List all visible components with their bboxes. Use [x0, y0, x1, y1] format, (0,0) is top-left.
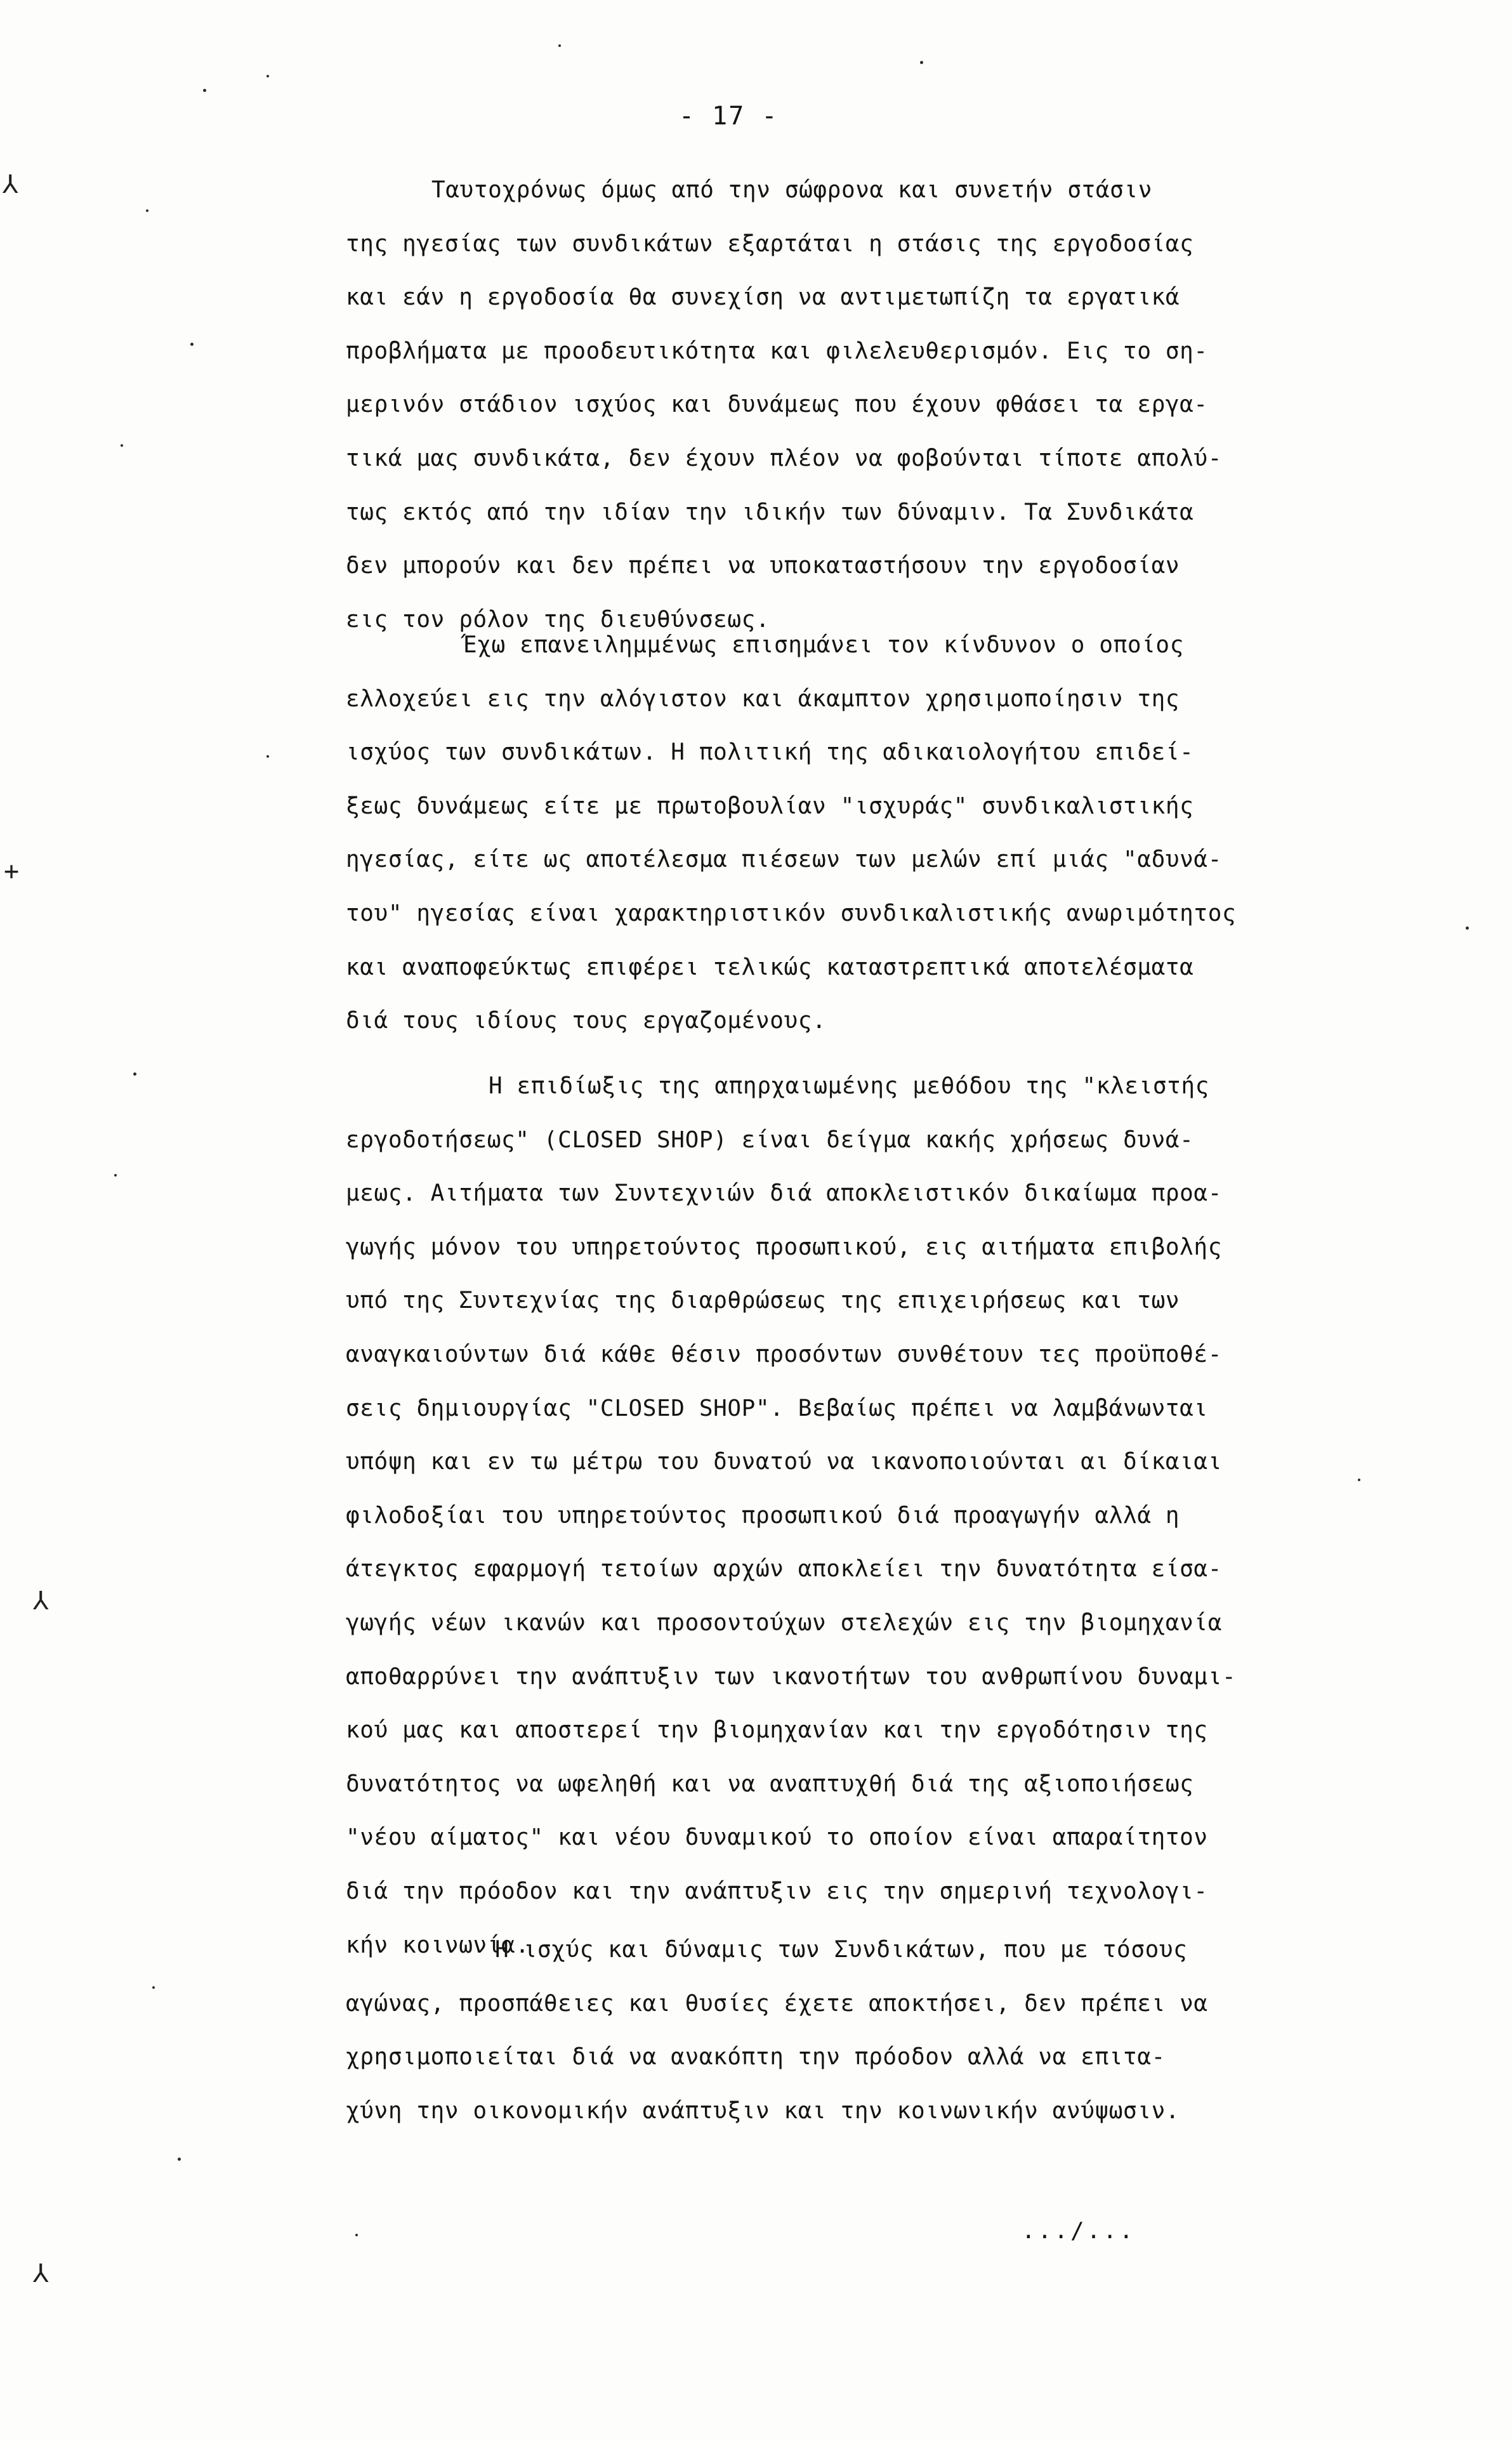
text-line: κού μας και αποστερεί την βιομηχανίαν και την εργοδότησιν της [346, 1717, 1208, 1744]
scan-speck [190, 343, 194, 346]
text-line: εις τον ρόλον της διευθύνσεως. [346, 606, 770, 633]
text-line: υπό της Συντεχνίας της διαρθρώσεως της επιχειρήσεως και των [346, 1288, 1180, 1314]
continuation-mark: .../... [1022, 2218, 1136, 2244]
page-number: - 17 - [679, 102, 779, 131]
text-line: ηγεσίας, είτε ως αποτέλεσμα πιέσεων των μελών επί μιάς "αδυνά- [346, 847, 1222, 873]
text-line: μερινόν στάδιον ισχύος και δυνάμεως που έχουν φθάσει τα εργα- [346, 392, 1208, 418]
paragraph-3 [346, 1060, 1424, 1972]
text-line: φιλοδοξίαι του υπηρετούντος προσωπικού διά προαγωγήν αλλά η [346, 1502, 1180, 1529]
text-line: ισχύος των συνδικάτων. Η πολιτική της αδικαιολογήτου επιδεί- [346, 739, 1194, 766]
text-line: αναγκαιούντων διά κάθε θέσιν προσόντων συνθέτουν τες προϋποθέ- [346, 1341, 1222, 1368]
text-line: αποθαρρύνει την ανάπτυξιν των ικανοτήτων του ανθρωπίνου δυναμι- [346, 1663, 1237, 1690]
text-line: διά την πρόοδον και την ανάπτυξιν εις την σημερινή τεχνολογι- [346, 1878, 1208, 1904]
text-line: Ταυτοχρόνως όμως από την σώφρονα και συνετήν στάσιν [431, 177, 1152, 203]
margin-mark-icon: ⅄ [3, 170, 18, 199]
scan-speck [1358, 1479, 1360, 1481]
scan-speck [133, 1072, 136, 1076]
text-line: του" ηγεσίας είναι χαρακτηριστικόν συνδικαλιστικής ανωριμότητος [346, 900, 1237, 927]
text-line: τως εκτός από την ιδίαν την ιδικήν των δύναμιν. Τα Συνδικάτα [346, 499, 1194, 525]
paragraph-4 [346, 1923, 1424, 2138]
text-line: κήν κοινωνία. [346, 1932, 530, 1958]
paragraph-1 [346, 164, 1424, 647]
text-line: της ηγεσίας των συνδικάτων εξαρτάται η στάσις της εργοδοσίας [346, 230, 1194, 257]
text-line: μεως. Αιτήματα των Συντεχνιών διά αποκλειστικόν δικαίωμα προα- [346, 1180, 1222, 1207]
scan-speck [178, 2158, 181, 2161]
scan-speck [558, 44, 561, 47]
scan-speck [203, 89, 206, 92]
margin-mark-icon: ⅄ [33, 2259, 49, 2288]
text-line: χύνη την οικονομικήν ανάπτυξιν και την κοινωνικήν ανύψωσιν. [346, 2097, 1180, 2124]
scan-speck [266, 755, 269, 758]
text-line: Έχω επανειλημμένως επισημάνει τον κίνδυνον ο οποίος [463, 632, 1184, 658]
text-line: και εάν η εργοδοσία θα συνεχίση να αντιμετωπίζη τα εργατικά [346, 284, 1180, 311]
text-line: ξεως δυνάμεως είτε με πρωτοβουλίαν "ισχυράς" συνδικαλιστικής [346, 793, 1194, 819]
margin-mark-icon: ⅄ [33, 1586, 49, 1616]
text-line: προβλήματα με προοδευτικότητα και φιλελευθερισμόν. Εις το ση- [346, 338, 1208, 364]
text-line: διά τους ιδίους τους εργαζομένους. [346, 1008, 827, 1034]
margin-mark-icon: + [4, 857, 20, 886]
paragraph-2 [346, 619, 1424, 1048]
text-line: ελλοχεύει εις την αλόγιστον και άκαμπτον χρησιμοποίησιν της [346, 685, 1180, 712]
text-line: εργοδοτήσεως" (CLOSED SHOP) είναι δείγμα κακής χρήσεως δυνά- [346, 1126, 1194, 1153]
text-line: γωγής νέων ικανών και προσοντούχων στελεχών εις την βιομηχανία [346, 1609, 1222, 1636]
text-line: δυνατότητος να ωφεληθή και να αναπτυχθή διά της αξιοποιήσεως [346, 1771, 1194, 1797]
text-line: αγώνας, προσπάθειες και θυσίες έχετε αποκτήσει, δεν πρέπει να [346, 1990, 1208, 2017]
text-line: σεις δημιουργίας "CLOSED SHOP". Βεβαίως πρέπει να λαμβάνωνται [346, 1395, 1208, 1421]
text-line: "νέου αίματος" και νέου δυναμικού το οποίον είναι απαραίτητον [346, 1824, 1208, 1851]
scan-speck [266, 75, 269, 77]
scan-speck [152, 1986, 155, 1989]
text-line: χρησιμοποιείται διά να ανακόπτη την πρόοδον αλλά να επιτα- [346, 2044, 1166, 2071]
text-line: υπόψη και εν τω μέτρω του δυνατού να ικανοποιούνται αι δίκαιαι [346, 1449, 1222, 1475]
scan-speck [920, 61, 923, 64]
scan-speck [146, 209, 148, 212]
text-line: και αναποφεύκτως επιφέρει τελικώς καταστρεπτικά αποτελέσματα [346, 954, 1194, 980]
text-line: γωγής μόνον του υπηρετούντος προσωπικού, εις αιτήματα επιβολής [346, 1234, 1222, 1260]
text-line: δεν μπορούν και δεν πρέπει να υποκαταστήσουν την εργοδοσίαν [346, 553, 1180, 579]
text-line: Η επιδίωξις της απηρχαιωμένης μεθόδου της "κλειστής [489, 1073, 1209, 1099]
text-line: Η ισχύς και δύναμις των Συνδικάτων, που με τόσους [495, 1937, 1188, 1963]
scan-speck [1466, 927, 1469, 930]
scan-speck [121, 444, 123, 447]
text-line: άτεγκτος εφαρμογή τετοίων αρχών αποκλείει την δυνατότητα είσα- [346, 1556, 1222, 1583]
text-line: τικά μας συνδικάτα, δεν έχουν πλέον να φοβούνται τίποτε απολύ- [346, 445, 1222, 472]
scan-speck [355, 2234, 358, 2236]
scan-speck [114, 1174, 117, 1177]
